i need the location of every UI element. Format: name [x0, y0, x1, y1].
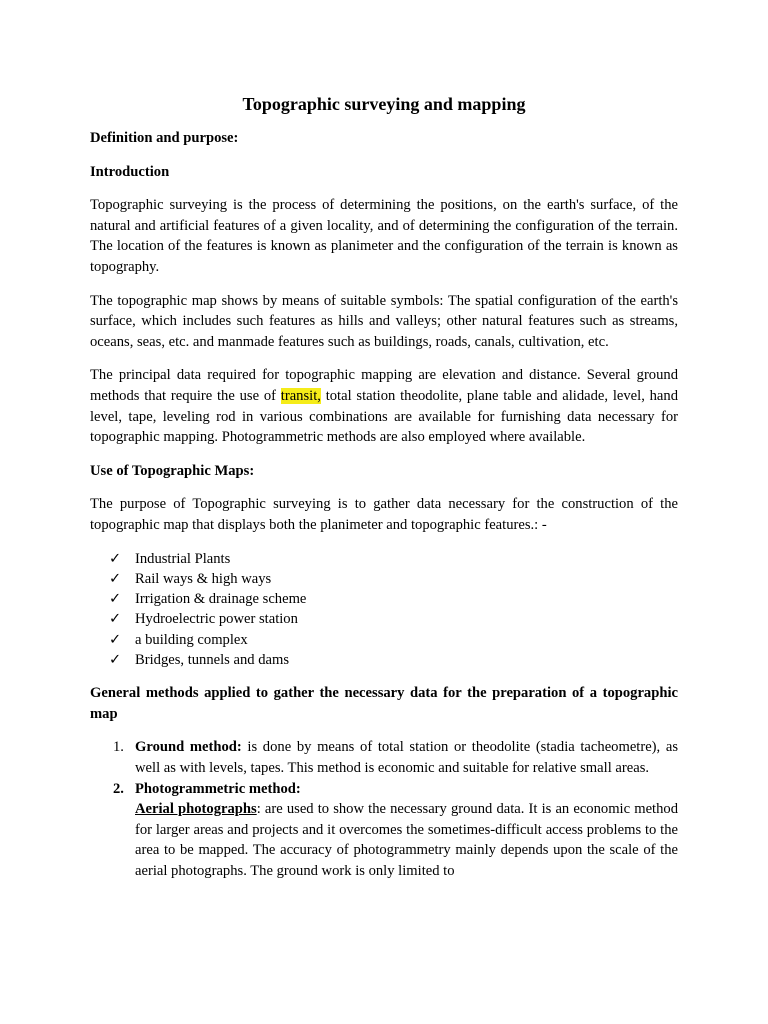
paragraph-data-start: The principal data required for topographic mapping are elevation and distance. Several ground methods that require the use of — [90, 367, 678, 404]
check-mark-icon: ✓ — [109, 570, 122, 587]
method-subtitle: Aerial photographs — [135, 801, 257, 818]
paragraph-data — [90, 365, 678, 447]
method-item-photogrammetric — [113, 779, 678, 882]
list-item-label: Bridges, tunnels and dams — [135, 651, 290, 668]
check-mark-icon: ✓ — [109, 611, 122, 628]
method-number: 1. — [113, 739, 124, 756]
list-item-label: Rail ways & high ways — [135, 570, 272, 587]
heading-general-methods: General methods applied to gather the necessary data for the preparation of a topographic map — [90, 685, 678, 722]
heading-introduction: Introduction — [90, 163, 170, 180]
method-item-ground — [113, 737, 679, 778]
list-item-label: Industrial Plants — [135, 550, 231, 567]
method-number: 2. — [113, 780, 124, 797]
list-item-label: Irrigation & drainage scheme — [135, 591, 307, 608]
method-text: is done by means of total station or theodolite (stadia tacheometre), as well as with levels, tapes. This method is economic and suitable for relative small areas. — [135, 739, 679, 777]
list-item — [109, 589, 678, 609]
heading-use: Use of Topographic Maps: — [90, 462, 255, 479]
list-item — [109, 650, 678, 670]
list-item — [109, 609, 678, 629]
list-item-label: a building complex — [135, 631, 248, 648]
methods-list — [90, 737, 678, 881]
list-item — [109, 569, 678, 589]
paragraph-data-end: total station theodolite, plane table and alidade, level, hand level, tape, leveling rod in various combinations are available for furnishing data necessary for topographic mapping. Photogrammetric methods are also employed where available. — [90, 387, 678, 446]
check-mark-icon: ✓ — [109, 651, 122, 668]
page-title: Topographic surveying and mapping — [242, 94, 526, 114]
heading-definition: Definition and purpose: — [90, 130, 239, 146]
uses-list — [90, 549, 678, 671]
check-mark-icon: ✓ — [109, 550, 122, 567]
document-body — [90, 92, 678, 882]
highlighted-text: transit, — [280, 387, 321, 404]
paragraph-purpose: The purpose of Topographic surveying is to gather data necessary for the construction of the topographic map that displays both the planimeter and topographic features.: - — [90, 496, 678, 533]
method-title: Photogrammetric method: — [135, 780, 301, 797]
method-text: : are used to show the necessary ground data. It is an economic method for larger areas and projects and it overcomes the sometimes-difficult access problems to the area to be mapped. The accuracy of photogrammetry mainly depends upon the scale of the aerial photographs. The ground work is only limited to — [135, 801, 678, 880]
check-mark-icon: ✓ — [109, 591, 122, 608]
list-item-label: Hydroelectric power station — [135, 611, 298, 628]
list-item — [109, 549, 678, 569]
method-title: Ground method: — [135, 739, 242, 756]
paragraph-map: The topographic map shows by means of suitable symbols: The spatial configuration of the earth's surface, which includes such features as hills and valleys; other natural features such as streams, oceans, seas, etc. and manmade features such as buildings, roads, canals, cultivation, etc. — [90, 292, 678, 350]
list-item — [109, 630, 678, 650]
check-mark-icon: ✓ — [109, 631, 122, 648]
paragraph-intro: Topographic surveying is the process of determining the positions, on the earth's surface, of the natural and artificial features of a given locality, and of determining the configuration of the terrain. The location of the features is known as planimeter and the configuration of the terrain is known as topography. — [90, 197, 678, 275]
